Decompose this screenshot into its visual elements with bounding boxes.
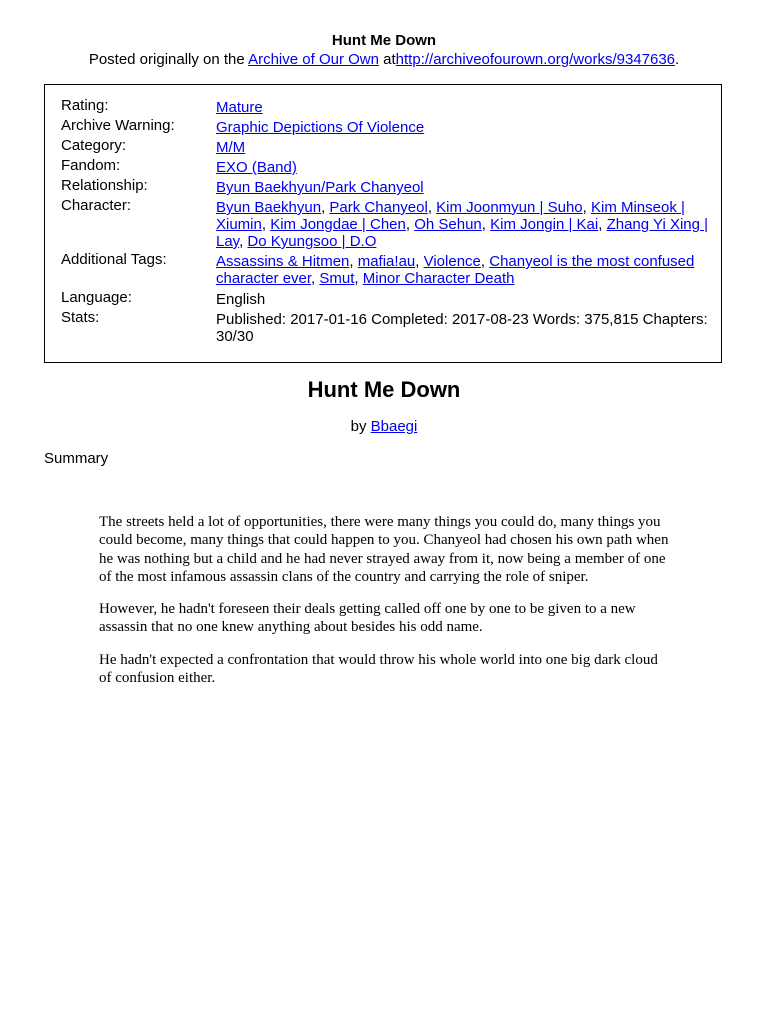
byline <box>0 418 768 436</box>
work-url-link[interactable]: http://archiveofourown.org/works/9347636 <box>395 51 676 68</box>
character-link[interactable]: Oh Sehun <box>414 216 482 233</box>
document-header <box>0 31 768 69</box>
tag-link[interactable]: Violence <box>423 253 481 270</box>
rating-link[interactable]: Mature <box>216 99 263 116</box>
posted-period: . <box>675 51 680 68</box>
character-link[interactable]: Do Kyungsoo | D.O <box>247 233 377 250</box>
by-text: by <box>350 418 367 435</box>
tag-link[interactable]: Assassins & Hitmen <box>216 253 350 270</box>
character-link[interactable]: Kim Jongdae | Chen <box>270 216 406 233</box>
category-link[interactable]: M/M <box>216 139 246 156</box>
summary-body <box>99 513 669 701</box>
stats-label: Stats: <box>61 309 100 326</box>
tag-link[interactable]: mafia!au <box>357 253 416 270</box>
character-label: Character: <box>61 197 132 214</box>
summary-paragraph: He hadn't expected a confrontation that would throw his whole world into one big dark cloud of confusion either. <box>99 651 658 687</box>
tag-link[interactable]: Chanyeol is the most confused character ever <box>216 253 695 287</box>
category-label: Category: <box>61 137 127 154</box>
character-link[interactable]: Zhang Yi Xing | Lay <box>216 216 709 250</box>
header-title: Hunt Me Down <box>331 32 437 49</box>
at-text: at <box>383 51 396 68</box>
author-link[interactable]: Bbaegi <box>370 418 418 435</box>
summary-paragraph: However, he hadn't foreseen their deals getting called off one by one to be given to a new assassin that no one knew anything about besides his odd name. <box>99 601 636 636</box>
tag-link[interactable]: Smut <box>319 270 355 287</box>
warning-label: Archive Warning: <box>61 117 175 134</box>
archive-link[interactable]: Archive of Our Own <box>248 51 379 68</box>
character-link[interactable]: Park Chanyeol <box>329 199 428 216</box>
character-link[interactable]: Kim Minseok | Xiumin <box>216 199 685 233</box>
tags-label: Additional Tags: <box>61 251 167 268</box>
tag-link[interactable]: Minor Character Death <box>362 270 515 287</box>
posted-prefix: Posted originally on the <box>88 51 245 68</box>
character-link[interactable]: Kim Jongin | Kai <box>490 216 599 233</box>
metadata-box: Rating: Mature Archive Warning: Graphic Depictions Of Violence Category: M/M Fandom: EXO (Band) Relationship: Byun Baekhyun/Park Chanyeol Character: Byun Baekhyun, Park Chanyeol, Kim Joonmyun | Suho, Kim Minseok | Xiumin, Kim Jongdae | Chen, Oh Sehun, Kim Jongin | Kai, Zhang Yi Xing | Lay, Do Kyungsoo | D.O Additional Tags: Assassins & Hitmen, mafia!au, Violence, Chanyeol is the most confused character ever, Smut, Minor Character Death Language: English Stats: Published: 2017-01-16 Completed: 2017-08-23 Words: 375,815 Chapters: 30/30 <box>44 84 722 363</box>
language-value: English <box>216 291 266 308</box>
warning-link[interactable]: Graphic Depictions Of Violence <box>216 119 425 136</box>
stats-value: Published: 2017-01-16 Completed: 2017-08-23 Words: 375,815 Chapters: 30/30 <box>216 311 708 345</box>
fandom-label: Fandom: <box>61 157 121 174</box>
work-title: Hunt Me Down <box>307 377 461 402</box>
character-link[interactable]: Byun Baekhyun <box>216 199 322 216</box>
posted-line <box>0 50 768 69</box>
rating-label: Rating: <box>61 97 109 114</box>
relationship-label: Relationship: <box>61 177 148 194</box>
fandom-link[interactable]: EXO (Band) <box>216 159 297 176</box>
language-label: Language: <box>61 289 132 306</box>
character-link[interactable]: Kim Joonmyun | Suho <box>436 199 583 216</box>
summary-paragraph: The streets held a lot of opportunities, there were many things you could do, many things you could become, many things that could happen to you. Chanyeol had chosen his own path when he was nothing but a child and he had never strayed away from it, now being a member of one of the most infamous assassin clans of the country and carrying the role of sniper. <box>99 514 669 585</box>
relationship-link[interactable]: Byun Baekhyun/Park Chanyeol <box>216 179 424 196</box>
summary-heading: Summary <box>44 450 109 467</box>
